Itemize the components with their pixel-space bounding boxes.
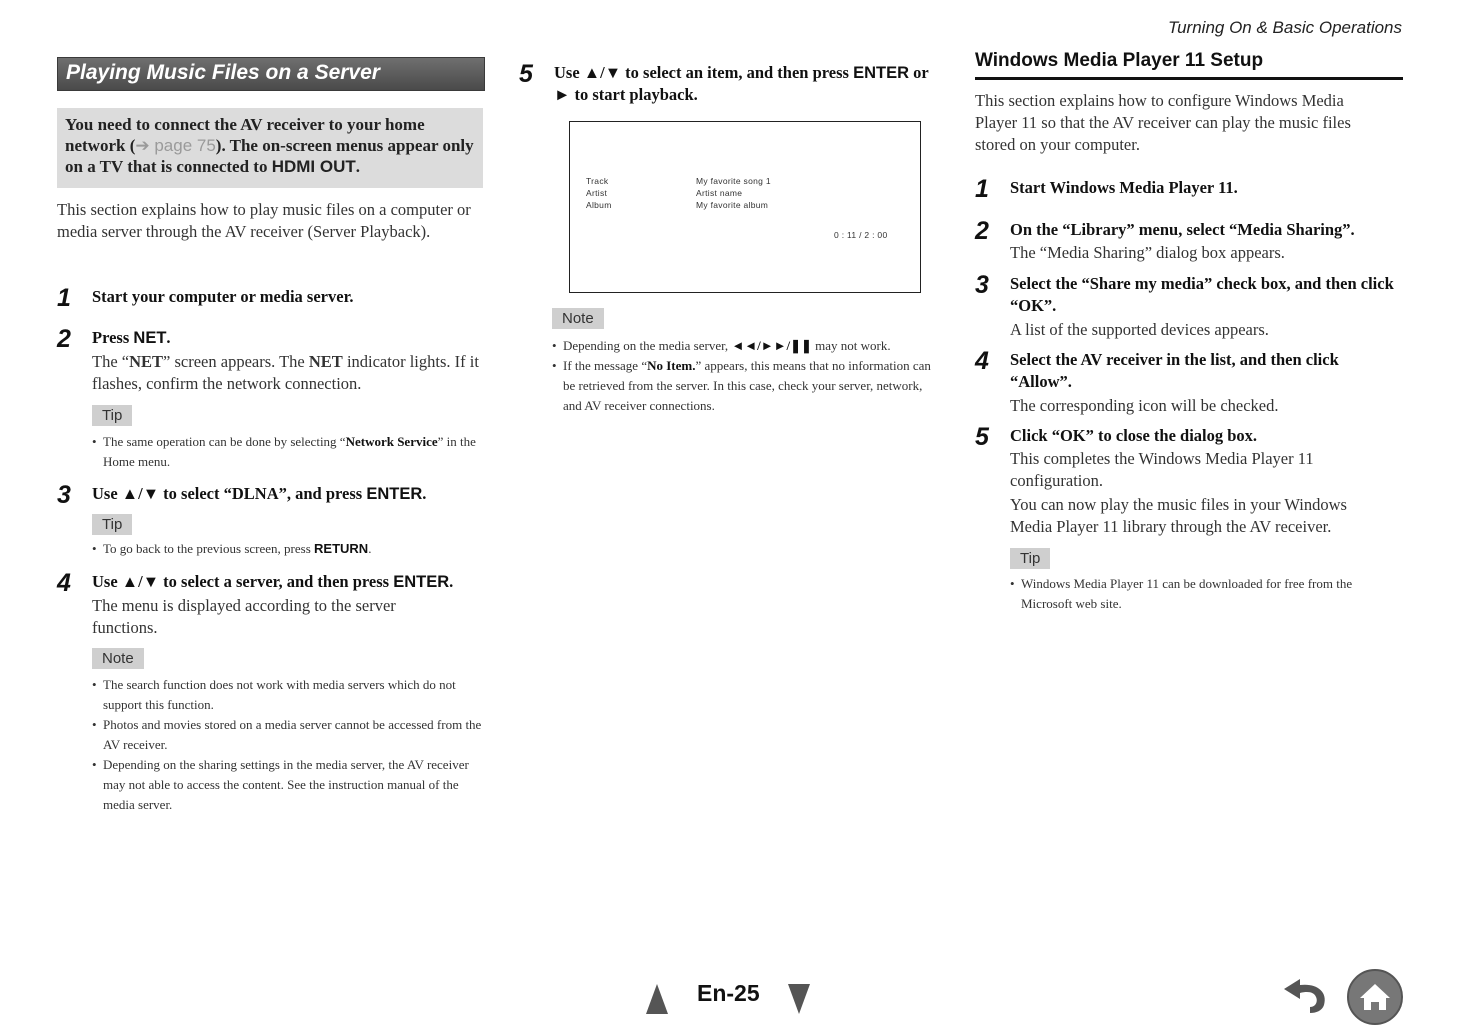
section-heading: Windows Media Player 11 Setup [975, 50, 1403, 80]
playback-screen [569, 121, 921, 293]
step-number: 5 [975, 423, 989, 451]
section-banner [57, 57, 485, 91]
section-intro: This section explains how to play music files on a computer or media server through the AV receiver (Server Playback). [57, 200, 471, 241]
screen-value-track: My favorite song 1 [696, 176, 771, 186]
step-number: 3 [57, 481, 71, 509]
step-heading: Click “OK” to close the dialog box. [1010, 426, 1258, 445]
tip-label: Tip [92, 514, 132, 535]
screen-value-artist: Artist name [696, 188, 743, 198]
step-heading: Use ▲/▼ to select “DLNA”, and press ENTER. [92, 484, 427, 503]
step-heading: Press NET. [92, 328, 171, 347]
step-heading: Select the AV receiver in the list, and then click “Allow”. [1010, 350, 1339, 391]
previous-page-arrow-icon[interactable] [646, 984, 668, 1014]
section-intro: This section explains how to configure Windows Media Player 11 so that the AV receiver can play the music files stored on your computer. [975, 91, 1351, 154]
tip-item: • To go back to the previous screen, press RETURN. [92, 539, 482, 559]
next-page-arrow-icon[interactable] [788, 984, 810, 1014]
step-number: 1 [57, 284, 71, 312]
step-number: 3 [975, 271, 989, 299]
tip-item: • Windows Media Player 11 can be downloaded for free from the Microsoft web site. [1010, 574, 1400, 614]
note-list [92, 675, 482, 815]
step-description: The “Media Sharing” dialog box appears. [1010, 243, 1285, 262]
step-heading: Start Windows Media Player 11. [1010, 178, 1238, 197]
step-number: 2 [975, 217, 989, 245]
tip-list [92, 539, 482, 559]
note-item: • Depending on the media server, ◄◄/►►/❚❚ may not work. [552, 336, 937, 356]
step-heading: On the “Library” menu, select “Media Sharing”. [1010, 220, 1355, 239]
screen-label-album: Album [586, 200, 612, 210]
tip-item: • The same operation can be done by selecting “Network Service” in the Home menu. [92, 432, 482, 472]
note-item: • Depending on the sharing settings in the media server, the AV receiver may not able to access the content. See the instruction manual of the media server. [92, 755, 482, 815]
step-number: 1 [975, 175, 989, 203]
step-description: The corresponding icon will be checked. [1010, 396, 1279, 415]
screen-value-album: My favorite album [696, 200, 769, 210]
step-description: A list of the supported devices appears. [1010, 320, 1269, 339]
step-number: 4 [975, 347, 989, 375]
note-label: Note [552, 308, 604, 329]
step-number: 5 [519, 60, 533, 88]
page-number: En-25 [697, 980, 760, 1006]
home-icon[interactable] [1346, 968, 1404, 1026]
note-list [552, 336, 937, 416]
section-title: Playing Music Files on a Server [66, 61, 380, 84]
screen-label-track: Track [586, 176, 609, 186]
note-item: • If the message “No Item.” appears, this means that no information can be retrieved from the server. In this case, check your server, network, and AV receiver connections. [552, 356, 937, 416]
step-number: 4 [57, 569, 71, 597]
screen-label-artist: Artist [586, 188, 608, 198]
step-number: 2 [57, 325, 71, 353]
step-heading: Use ▲/▼ to select an item, and then press ENTER or ► to start playback. [554, 63, 929, 104]
step-description: You can now play the music files in your Windows Media Player 11 library through the AV receiver. [1010, 495, 1347, 536]
callout-text: You need to connect the AV receiver to your home network (➔ page 75). The on-screen menus appear only on a TV that is connected to HDMI OUT. [65, 115, 474, 176]
note-label: Note [92, 648, 144, 669]
tip-label: Tip [1010, 548, 1050, 569]
step-description: The menu is displayed according to the server functions. [92, 596, 396, 637]
tip-list [92, 432, 482, 472]
step-heading: Use ▲/▼ to select a server, and then press ENTER. [92, 572, 454, 591]
step-heading: Select the “Share my media” check box, and then click “OK”. [1010, 274, 1394, 315]
back-arrow-icon[interactable] [1280, 975, 1332, 1015]
requirement-callout [57, 108, 483, 188]
step-heading: Start your computer or media server. [92, 287, 354, 306]
tip-list [1010, 574, 1400, 614]
tip-label: Tip [92, 405, 132, 426]
page-footer [0, 980, 1458, 1020]
step-description: This completes the Windows Media Player 11 configuration. [1010, 449, 1314, 490]
running-head: Turning On & Basic Operations [1167, 18, 1402, 37]
note-item: • The search function does not work with media servers which do not support this function. [92, 675, 482, 715]
screen-time: 0 : 11 / 2 : 00 [834, 230, 888, 240]
step-description: The “NET” screen appears. The NET indicator lights. If it flashes, confirm the network connection. [92, 352, 479, 393]
note-item: • Photos and movies stored on a media server cannot be accessed from the AV receiver. [92, 715, 482, 755]
page-reference-link[interactable]: ➔ page 75 [135, 136, 216, 155]
